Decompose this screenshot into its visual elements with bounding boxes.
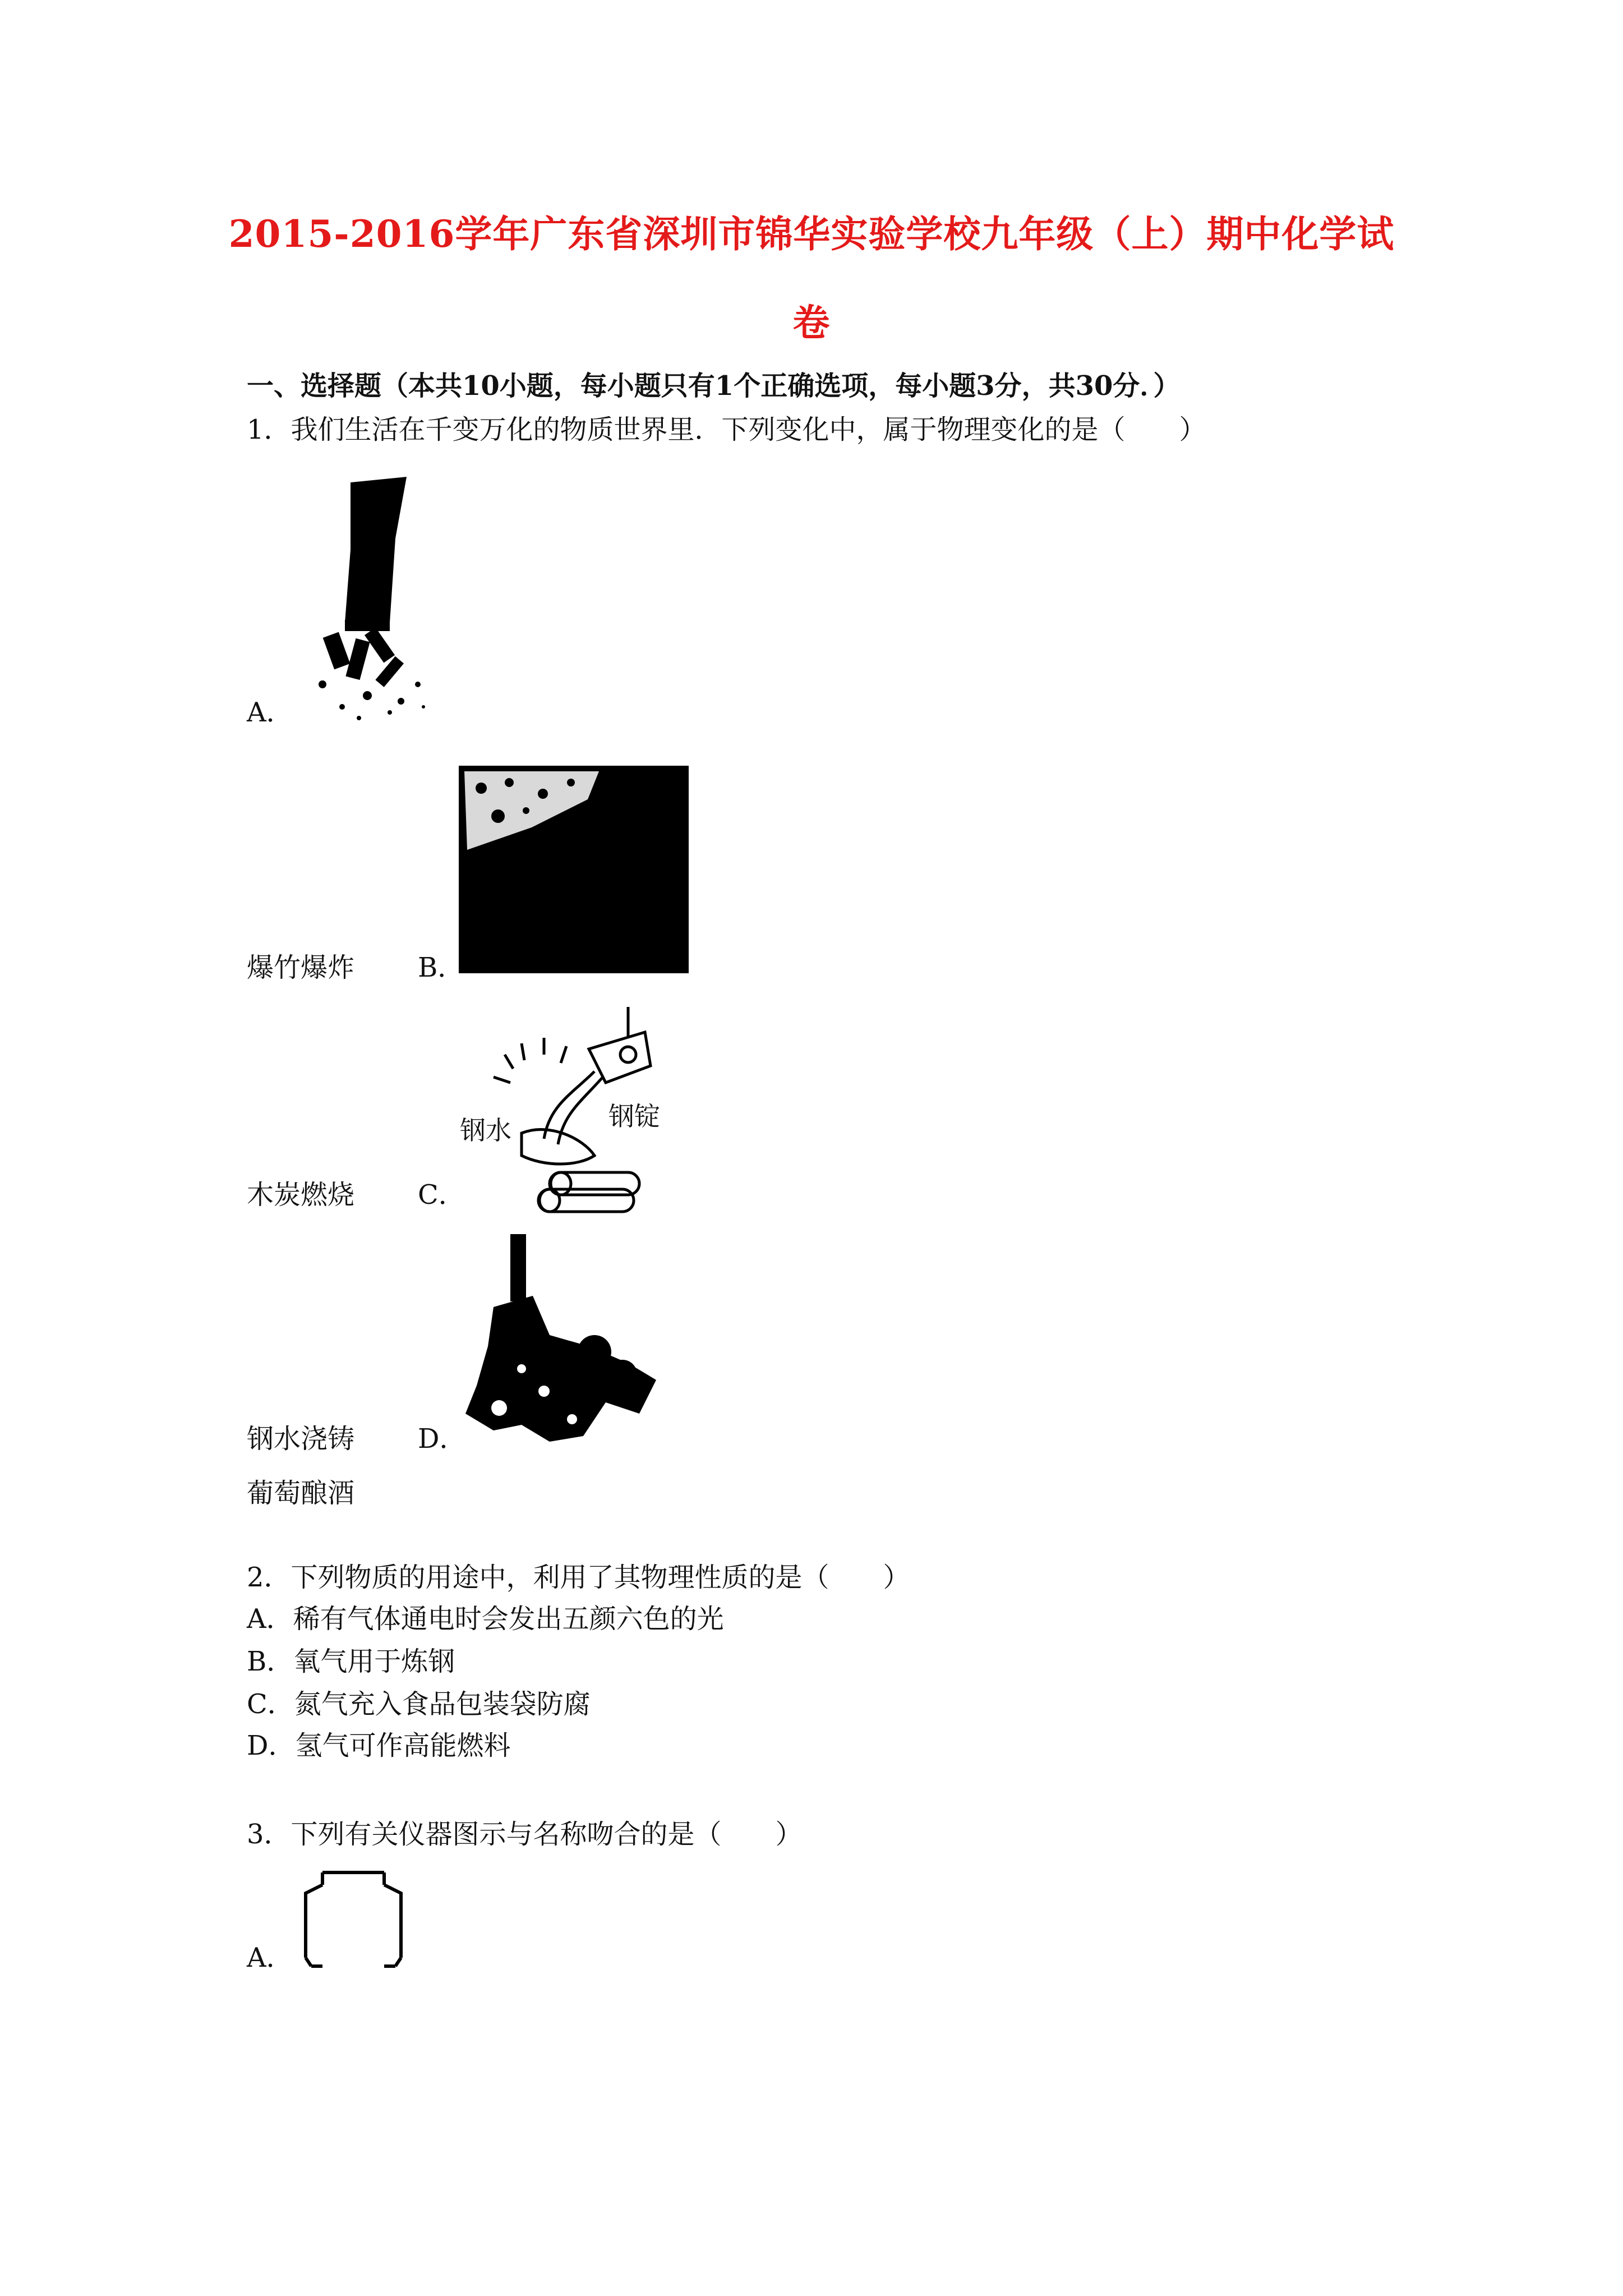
q1-option-d-label: D． bbox=[418, 1423, 467, 1455]
section-heading: 一、选择题（本共10小题，每小题只有1个正确选项，每小题3分，共30分．） bbox=[247, 370, 1181, 402]
q2-option-b: B．氧气用于炼钢 bbox=[247, 1646, 455, 1677]
grape-wine-image bbox=[460, 1234, 662, 1453]
reagent-bottle-diagram bbox=[297, 1868, 409, 1972]
q1-option-a-label: A． bbox=[247, 697, 293, 728]
steel-ingot-label: 钢锭 bbox=[608, 1101, 660, 1131]
molten-steel-label: 钢水 bbox=[460, 1115, 511, 1145]
charcoal-burning-image bbox=[459, 766, 689, 973]
exam-title-line1: 2015-2016学年广东省深圳市锦华实验学校九年级（上）期中化学试 bbox=[228, 212, 1395, 256]
q2-stem: 2．下列物质的用途中，利用了其物理性质的是（ ） bbox=[247, 1562, 910, 1593]
q1-option-b-text: 木炭燃烧 bbox=[247, 1179, 355, 1211]
exam-title-line2: 卷 bbox=[792, 301, 831, 344]
firecracker-image bbox=[311, 471, 440, 724]
q1-option-c-text: 钢水浇铸 bbox=[247, 1423, 355, 1455]
q1-option-b-label: B． bbox=[418, 952, 465, 983]
q3-option-a-label: A． bbox=[247, 1942, 293, 1973]
q3-stem: 3．下列有关仪器图示与名称吻合的是（ ） bbox=[247, 1819, 803, 1850]
q1-option-d-text: 葡萄酿酒 bbox=[247, 1478, 355, 1509]
q2-option-a: A．稀有气体通电时会发出五颜六色的光 bbox=[247, 1603, 724, 1635]
q2-option-d: D．氢气可作高能燃料 bbox=[247, 1730, 511, 1761]
q1-option-c-label: C． bbox=[418, 1179, 465, 1211]
q1-option-a-text: 爆竹爆炸 bbox=[247, 952, 355, 983]
q1-stem: 1．我们生活在千变万化的物质世界里．下列变化中，属于物理变化的是（ ） bbox=[247, 414, 1206, 445]
q2-option-c: C．氮气充入食品包装袋防腐 bbox=[247, 1688, 591, 1720]
